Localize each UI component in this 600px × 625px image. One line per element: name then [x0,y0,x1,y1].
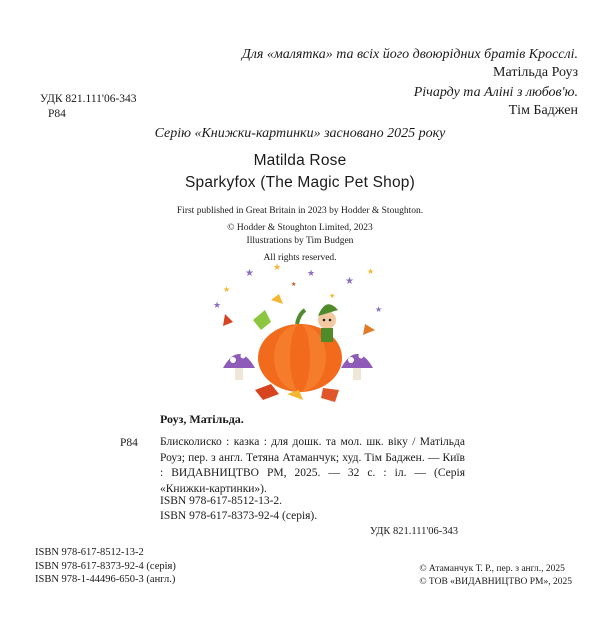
svg-text:★: ★ [307,268,316,278]
udk-code: УДК 821.111'06-343 [40,93,137,105]
catalog-isbn-2: ISBN 978-617-8373-92-4 (серія). [160,510,318,522]
leaf-icon [271,294,283,304]
leaf-icon [255,384,279,400]
stars [213,262,382,314]
copyright-publisher: © ТОВ «ВИДАВНИЦТВО РМ», 2025 [419,577,572,587]
illustrations-credit: Illustrations by Tim Budgen [246,236,354,246]
copyright-list [419,563,572,589]
rights-note: All rights reserved. [263,253,337,263]
mushroom-right [341,354,373,381]
dedication-1 [242,46,578,82]
dedication-1-text: Для «малятка» та всіх його двоюрідних братів Кросслі. [241,47,578,62]
catalog-author: Роуз, Матільда. [160,412,244,426]
dedication-2-text: Річарду та Аліні з любов'ю. [413,85,578,100]
elf-character [318,304,338,342]
original-copyright: © Hodder & Stoughton Limited, 2023 [227,223,373,233]
series-note: Серію «Книжки-картинки» засновано 2025 року [154,126,446,141]
dedication-1-author: Матільда Роуз [493,65,578,80]
dedication-2 [414,84,578,120]
catalog-index: Р84 [120,437,138,449]
isbn-item: ISBN 978-617-8373-92-4 (серія) [35,560,176,572]
svg-text:★: ★ [375,305,383,314]
dedication-2-author: Тім Баджен [508,103,578,118]
original-title: Sparkyfox (The Magic Pet Shop) [185,174,415,191]
svg-text:★: ★ [367,267,375,276]
isbn-list [35,546,176,587]
udk-top [40,92,137,122]
pumpkin-illustration [205,262,395,410]
svg-text:★: ★ [345,276,354,287]
catalog-udk: УДК 821.111'06-343 [369,526,458,537]
leaf-icon [253,310,271,330]
svg-text:★: ★ [213,300,222,310]
leaf-icon [223,314,233,326]
svg-text:★: ★ [223,285,231,294]
publication-note: First published in Great Britain in 2023 by Hodder & Stoughton. [176,206,424,216]
isbn-item: ISBN 978-1-44496-650-3 (англ.) [35,574,176,585]
udk-index: Р84 [48,108,66,120]
svg-text:★: ★ [329,292,336,300]
svg-text:★: ★ [245,268,254,279]
original-author: Matilda Rose [253,152,347,169]
svg-text:★: ★ [291,282,297,288]
isbn-item: ISBN 978-617-8512-13-2 [35,547,144,558]
catalog-description: Блисколиско : казка : для дошк. та мол. шк. віку / Матільда Роуз; пер. з англ. Тетяна Атаманчук; худ. Тім Баджен. — Київ : ВИДАВНИЦТВО РМ, 2025. — 32 с. : іл. — (Серія «Книжки-картинки»). [160,436,465,495]
mushroom-left [223,354,255,381]
svg-text:★: ★ [273,262,282,272]
leaf-icon [363,324,375,335]
catalog-isbn-1: ISBN 978-617-8512-13-2. [160,495,283,507]
copyright-translation: © Атаманчук Т. Р., пер. з англ., 2025 [419,564,565,574]
leaf-icon [321,388,339,402]
